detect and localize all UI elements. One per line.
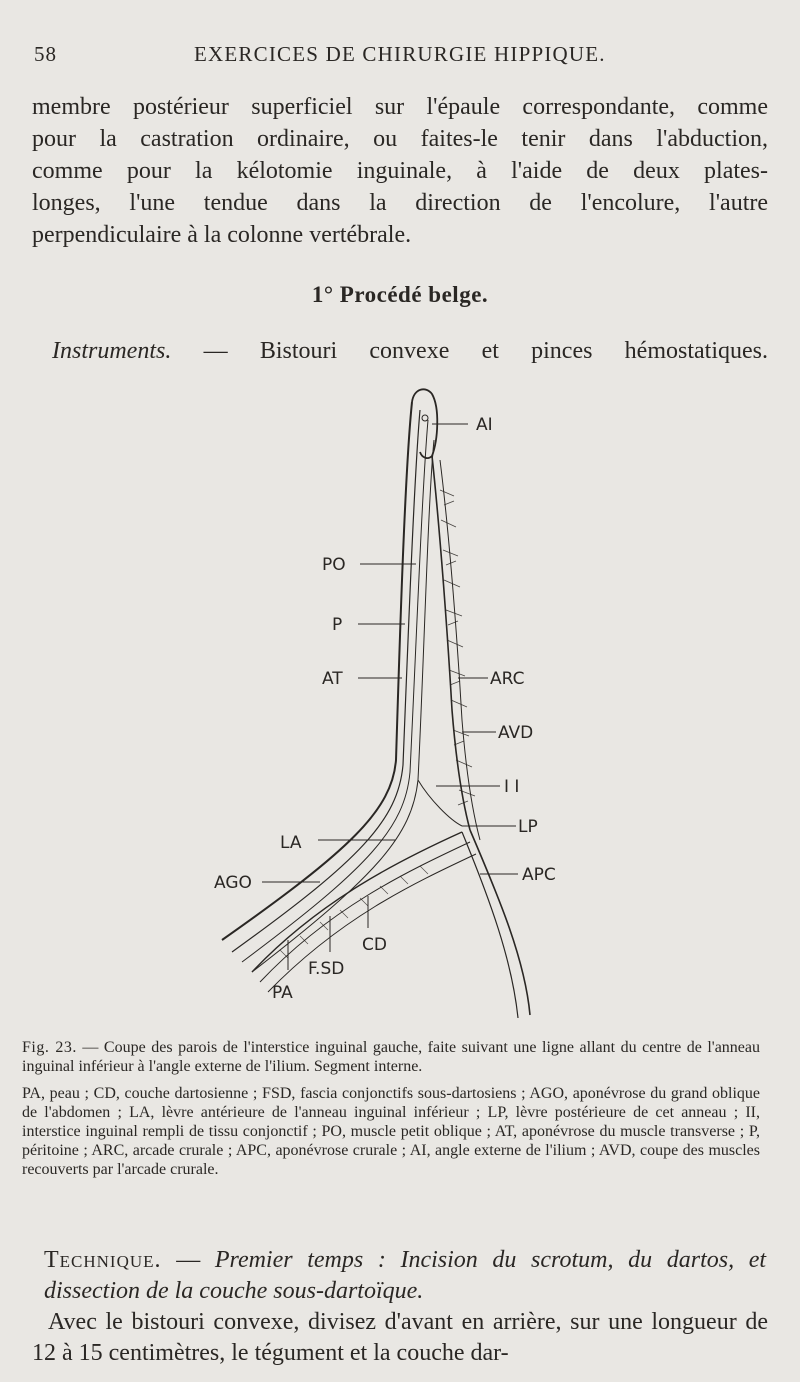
- anatomical-figure: [200, 380, 580, 1030]
- label-cd: CD: [362, 935, 387, 955]
- label-ai: AI: [476, 415, 493, 435]
- body-paragraph: Avec le bistouri convexe, divisez d'avant en arrière, sur une longueur de 12 à 15 centimètres, le tégument et la couche dar-: [32, 1309, 768, 1366]
- section-title: 1° Procédé belge.: [311, 282, 489, 307]
- label-avd: AVD: [498, 723, 534, 743]
- intro-line: comme pour la kélotomie inguinale, à l'aide de deux plates-: [32, 158, 768, 184]
- label-ago: AGO: [214, 873, 252, 893]
- figure-caption: [22, 1038, 760, 1076]
- label-lp: LP: [518, 817, 538, 837]
- running-title: EXERCICES DE CHIRURGIE HIPPIQUE.: [194, 42, 606, 66]
- label-pa: PA: [272, 983, 293, 1003]
- technique-heading: [44, 1245, 766, 1307]
- figure-drawing: [222, 389, 530, 1018]
- label-apc: APC: [522, 865, 556, 885]
- intro-line: perpendiculaire à la colonne vertébrale.: [32, 222, 412, 248]
- figure-caption-text: — Coupe des parois de l'interstice inguinal gauche, faite suivant une ligne allant du centre de l'anneau inguinal inférieur à l'angle externe de l'ilium. Segment interne.: [22, 1039, 760, 1075]
- page-header: [34, 42, 766, 72]
- figure-leader-lines: [262, 424, 518, 970]
- intro-line: longes, l'une tendue dans la direction de l'encolure, l'autre: [32, 190, 768, 216]
- label-at: AT: [322, 669, 343, 689]
- label-fsd: F.SD: [308, 959, 345, 979]
- technique-dash: —: [176, 1247, 201, 1273]
- intro-line: membre postérieur superficiel sur l'épaule correspondante, comme: [32, 94, 768, 120]
- page-number: 58: [34, 42, 57, 66]
- label-po: PO: [322, 555, 346, 575]
- figure-number: Fig. 23.: [22, 1039, 77, 1056]
- instruments-text: — Bistouri convexe et pinces hémostatiques.: [203, 338, 768, 364]
- instruments-label: Instruments.: [52, 338, 172, 364]
- technique-label: Technique.: [44, 1247, 162, 1273]
- label-la: LA: [280, 833, 302, 853]
- instruments-line: [52, 338, 768, 365]
- figure-legend: PA, peau ; CD, couche dartosienne ; FSD, fascia conjonctifs sous-dartosiens ; AGO, aponévrose du grand oblique de l'abdomen ; LA, lèvre antérieure de l'anneau inguinal inférieur ; LP, lèvre postérieure de cet anneau ; II, interstice inguinal rempli de tissu conjonctif ; PO, muscle petit oblique ; AT, aponévrose du muscle transverse ; P, péritoine ; ARC, arcade crurale ; APC, aponévrose crurale ; AI, angle externe de l'ilium ; AVD, coupe des muscles recouverts par l'arcade crurale.: [22, 1085, 760, 1178]
- label-arc: ARC: [490, 669, 525, 689]
- intro-line: pour la castration ordinaire, ou faites-le tenir dans l'abduction,: [32, 126, 768, 152]
- label-p: P: [332, 615, 343, 635]
- label-ii: I I: [504, 777, 520, 797]
- technique-step: Premier temps : Incision du scrotum, du dartos, et dissection de la couche sous-dartoïque.: [44, 1247, 767, 1304]
